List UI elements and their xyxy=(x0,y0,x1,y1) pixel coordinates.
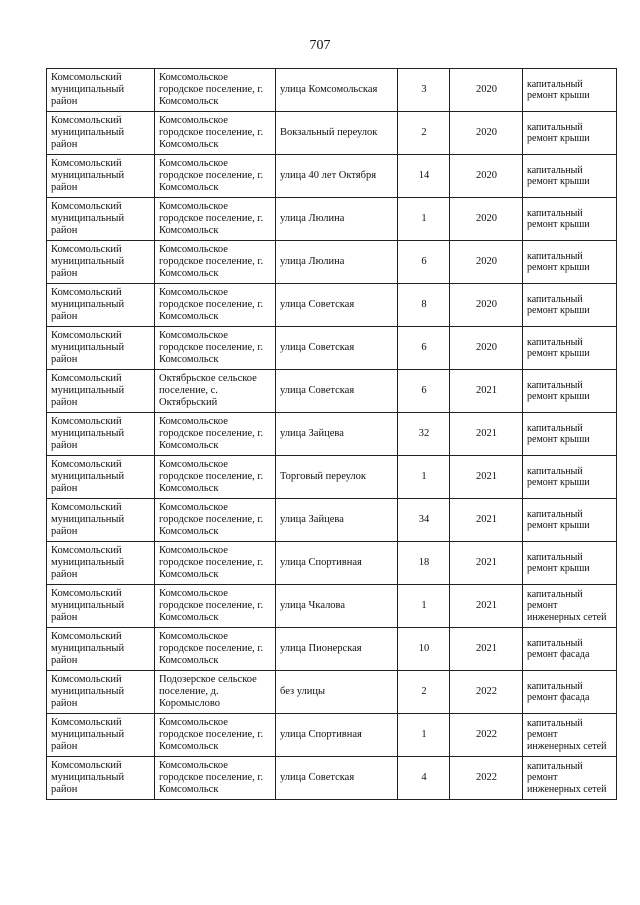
year-text: 2021 xyxy=(476,514,497,525)
work-text: капитальный ремонт крыши xyxy=(527,551,590,574)
house-text: 8 xyxy=(421,299,427,310)
street-cell xyxy=(276,714,398,757)
house-text: 14 xyxy=(418,170,430,181)
district-text: Комсомольский муниципальный район xyxy=(51,72,125,107)
house-text: 32 xyxy=(418,428,430,439)
year-cell xyxy=(450,671,523,714)
settlement-cell xyxy=(155,112,276,155)
settlement-cell xyxy=(155,413,276,456)
district-text: Комсомольский муниципальный район xyxy=(51,287,125,322)
house-text: 6 xyxy=(421,256,427,267)
work-type-cell xyxy=(523,155,617,198)
settlement-text: Комсомольское городское поселение, г. Комсомольск xyxy=(159,545,264,580)
district-text: Комсомольский муниципальный район xyxy=(51,588,125,623)
year-cell xyxy=(450,542,523,585)
district-text: Комсомольский муниципальный район xyxy=(51,674,125,709)
district-cell xyxy=(47,327,155,370)
table-row xyxy=(47,241,617,284)
street-text: улица Спортивная xyxy=(280,557,362,568)
settlement-text: Комсомольское городское поселение, г. Комсомольск xyxy=(159,416,264,451)
settlement-cell xyxy=(155,714,276,757)
year-cell xyxy=(450,714,523,757)
work-text: капитальный ремонт крыши xyxy=(527,121,590,144)
street-cell xyxy=(276,198,398,241)
street-cell xyxy=(276,542,398,585)
year-cell xyxy=(450,327,523,370)
table-row xyxy=(47,69,617,112)
house-text: 2 xyxy=(421,686,427,697)
house-number-cell xyxy=(398,155,450,198)
work-text: капитальный ремонт крыши xyxy=(527,78,590,101)
district-cell xyxy=(47,370,155,413)
district-text: Комсомольский муниципальный район xyxy=(51,158,125,193)
year-cell xyxy=(450,198,523,241)
settlement-text: Комсомольское городское поселение, г. Комсомольск xyxy=(159,631,264,666)
settlement-text: Октябрьское сельское поселение, с. Октябрьский xyxy=(159,373,257,408)
work-text: капитальный ремонт инженерных сетей xyxy=(527,717,607,752)
settlement-text: Комсомольское городское поселение, г. Комсомольск xyxy=(159,287,264,322)
street-cell xyxy=(276,69,398,112)
street-cell xyxy=(276,628,398,671)
house-number-cell xyxy=(398,69,450,112)
settlement-cell xyxy=(155,370,276,413)
work-text: капитальный ремонт инженерных сетей xyxy=(527,760,607,795)
street-text: улица Зайцева xyxy=(280,428,344,439)
work-type-cell xyxy=(523,542,617,585)
year-text: 2021 xyxy=(476,471,497,482)
district-cell xyxy=(47,628,155,671)
table-row xyxy=(47,456,617,499)
work-type-cell xyxy=(523,499,617,542)
settlement-cell xyxy=(155,155,276,198)
work-type-cell xyxy=(523,456,617,499)
work-type-cell xyxy=(523,585,617,628)
year-text: 2021 xyxy=(476,385,497,396)
street-text: улица Зайцева xyxy=(280,514,344,525)
year-cell xyxy=(450,413,523,456)
house-number-cell xyxy=(398,241,450,284)
district-cell xyxy=(47,671,155,714)
settlement-cell xyxy=(155,628,276,671)
house-number-cell xyxy=(398,284,450,327)
work-text: капитальный ремонт крыши xyxy=(527,336,590,359)
work-text: капитальный ремонт крыши xyxy=(527,422,590,445)
district-cell xyxy=(47,112,155,155)
street-text: улица Советская xyxy=(280,385,355,396)
work-type-cell xyxy=(523,757,617,800)
house-number-cell xyxy=(398,413,450,456)
settlement-cell xyxy=(155,284,276,327)
work-text: капитальный ремонт фасада xyxy=(527,680,590,703)
street-cell xyxy=(276,671,398,714)
year-text: 2022 xyxy=(476,772,497,783)
street-cell xyxy=(276,370,398,413)
work-text: капитальный ремонт крыши xyxy=(527,465,590,488)
street-cell xyxy=(276,284,398,327)
district-cell xyxy=(47,499,155,542)
table-row xyxy=(47,327,617,370)
year-text: 2020 xyxy=(476,342,497,353)
table-row xyxy=(47,628,617,671)
work-text: капитальный ремонт инженерных сетей xyxy=(527,588,607,623)
house-number-cell xyxy=(398,671,450,714)
work-text: капитальный ремонт крыши xyxy=(527,293,590,316)
house-number-cell xyxy=(398,370,450,413)
house-number-cell xyxy=(398,198,450,241)
district-text: Комсомольский муниципальный район xyxy=(51,330,125,365)
district-cell xyxy=(47,284,155,327)
settlement-cell xyxy=(155,198,276,241)
work-type-cell xyxy=(523,327,617,370)
street-text: улица 40 лет Октября xyxy=(280,170,377,181)
work-type-cell xyxy=(523,198,617,241)
settlement-cell xyxy=(155,757,276,800)
table-row xyxy=(47,714,617,757)
table-row xyxy=(47,284,617,327)
work-text: капитальный ремонт крыши xyxy=(527,164,590,187)
settlement-text: Комсомольское городское поселение, г. Комсомольск xyxy=(159,760,264,795)
house-number-cell xyxy=(398,585,450,628)
work-type-cell xyxy=(523,112,617,155)
year-text: 2021 xyxy=(476,428,497,439)
house-text: 34 xyxy=(418,514,430,525)
district-text: Комсомольский муниципальный район xyxy=(51,545,125,580)
work-text: капитальный ремонт крыши xyxy=(527,508,590,531)
settlement-text: Подозерское сельское поселение, д. Коромыслово xyxy=(159,674,257,709)
street-cell xyxy=(276,112,398,155)
year-text: 2021 xyxy=(476,643,497,654)
street-cell xyxy=(276,757,398,800)
year-cell xyxy=(450,112,523,155)
district-text: Комсомольский муниципальный район xyxy=(51,115,125,150)
district-text: Комсомольский муниципальный район xyxy=(51,760,125,795)
work-type-cell xyxy=(523,671,617,714)
street-text: улица Чкалова xyxy=(280,600,346,611)
house-text: 2 xyxy=(421,127,427,138)
house-number-cell xyxy=(398,628,450,671)
house-number-cell xyxy=(398,714,450,757)
year-cell xyxy=(450,69,523,112)
district-cell xyxy=(47,198,155,241)
house-number-cell xyxy=(398,112,450,155)
table-row xyxy=(47,499,617,542)
year-text: 2021 xyxy=(476,600,497,611)
house-text: 6 xyxy=(421,342,427,353)
year-text: 2020 xyxy=(476,127,497,138)
house-number-cell xyxy=(398,757,450,800)
house-text: 1 xyxy=(421,471,427,482)
work-text: капитальный ремонт крыши xyxy=(527,250,590,273)
work-type-cell xyxy=(523,370,617,413)
settlement-text: Комсомольское городское поселение, г. Комсомольск xyxy=(159,72,264,107)
work-type-cell xyxy=(523,69,617,112)
year-cell xyxy=(450,585,523,628)
settlement-cell xyxy=(155,585,276,628)
house-text: 1 xyxy=(421,729,427,740)
table-row xyxy=(47,198,617,241)
year-cell xyxy=(450,370,523,413)
work-type-cell xyxy=(523,241,617,284)
work-text: капитальный ремонт крыши xyxy=(527,379,590,402)
work-text: капитальный ремонт крыши xyxy=(527,207,590,230)
house-text: 1 xyxy=(421,213,427,224)
repair-schedule-table xyxy=(46,68,617,800)
settlement-cell xyxy=(155,671,276,714)
work-text: капитальный ремонт фасада xyxy=(527,637,590,660)
house-number-cell xyxy=(398,542,450,585)
house-text: 1 xyxy=(421,600,427,611)
district-text: Комсомольский муниципальный район xyxy=(51,717,125,752)
street-text: улица Комсомольская xyxy=(280,84,378,95)
year-cell xyxy=(450,628,523,671)
work-type-cell xyxy=(523,413,617,456)
district-cell xyxy=(47,413,155,456)
work-type-cell xyxy=(523,284,617,327)
settlement-text: Комсомольское городское поселение, г. Комсомольск xyxy=(159,588,264,623)
year-text: 2020 xyxy=(476,299,497,310)
settlement-text: Комсомольское городское поселение, г. Комсомольск xyxy=(159,717,264,752)
table-body xyxy=(47,69,617,800)
street-text: Вокзальный переулок xyxy=(280,127,378,138)
house-text: 3 xyxy=(421,84,427,95)
year-cell xyxy=(450,456,523,499)
settlement-text: Комсомольское городское поселение, г. Комсомольск xyxy=(159,502,264,537)
street-cell xyxy=(276,241,398,284)
house-number-cell xyxy=(398,499,450,542)
house-number-cell xyxy=(398,456,450,499)
district-cell xyxy=(47,757,155,800)
street-cell xyxy=(276,155,398,198)
year-cell xyxy=(450,155,523,198)
table-row xyxy=(47,671,617,714)
street-cell xyxy=(276,499,398,542)
street-text: Торговый переулок xyxy=(280,471,366,482)
year-text: 2022 xyxy=(476,729,497,740)
table-row xyxy=(47,155,617,198)
year-cell xyxy=(450,241,523,284)
street-text: улица Советская xyxy=(280,772,355,783)
district-cell xyxy=(47,69,155,112)
street-text: улица Люлина xyxy=(280,256,345,267)
settlement-cell xyxy=(155,542,276,585)
year-text: 2021 xyxy=(476,557,497,568)
table-row xyxy=(47,757,617,800)
settlement-text: Комсомольское городское поселение, г. Комсомольск xyxy=(159,115,264,150)
settlement-cell xyxy=(155,456,276,499)
settlement-cell xyxy=(155,499,276,542)
district-cell xyxy=(47,714,155,757)
table-row xyxy=(47,585,617,628)
settlement-text: Комсомольское городское поселение, г. Комсомольск xyxy=(159,330,264,365)
district-cell xyxy=(47,456,155,499)
street-text: без улицы xyxy=(280,686,326,697)
district-cell xyxy=(47,542,155,585)
year-text: 2020 xyxy=(476,213,497,224)
street-text: улица Люлина xyxy=(280,213,345,224)
settlement-text: Комсомольское городское поселение, г. Комсомольск xyxy=(159,244,264,279)
house-text: 10 xyxy=(418,643,430,654)
settlement-text: Комсомольское городское поселение, г. Комсомольск xyxy=(159,158,264,193)
table-row xyxy=(47,112,617,155)
house-text: 18 xyxy=(418,557,430,568)
district-text: Комсомольский муниципальный район xyxy=(51,244,125,279)
district-text: Комсомольский муниципальный район xyxy=(51,201,125,236)
year-text: 2020 xyxy=(476,256,497,267)
year-cell xyxy=(450,284,523,327)
district-text: Комсомольский муниципальный район xyxy=(51,631,125,666)
year-cell xyxy=(450,499,523,542)
street-cell xyxy=(276,327,398,370)
table-row xyxy=(47,542,617,585)
work-type-cell xyxy=(523,714,617,757)
street-cell xyxy=(276,456,398,499)
settlement-cell xyxy=(155,69,276,112)
street-cell xyxy=(276,585,398,628)
house-text: 4 xyxy=(421,772,427,783)
page-number: 707 xyxy=(309,38,331,53)
district-text: Комсомольский муниципальный район xyxy=(51,373,125,408)
year-text: 2022 xyxy=(476,686,497,697)
street-text: улица Спортивная xyxy=(280,729,362,740)
table-row xyxy=(47,413,617,456)
settlement-text: Комсомольское городское поселение, г. Комсомольск xyxy=(159,459,264,494)
district-cell xyxy=(47,585,155,628)
street-text: улица Советская xyxy=(280,342,355,353)
year-text: 2020 xyxy=(476,170,497,181)
table-row xyxy=(47,370,617,413)
settlement-cell xyxy=(155,327,276,370)
year-cell xyxy=(450,757,523,800)
house-text: 6 xyxy=(421,385,427,396)
street-text: улица Советская xyxy=(280,299,355,310)
year-text: 2020 xyxy=(476,84,497,95)
district-text: Комсомольский муниципальный район xyxy=(51,502,125,537)
house-number-cell xyxy=(398,327,450,370)
street-cell xyxy=(276,413,398,456)
district-text: Комсомольский муниципальный район xyxy=(51,416,125,451)
settlement-cell xyxy=(155,241,276,284)
work-type-cell xyxy=(523,628,617,671)
district-cell xyxy=(47,155,155,198)
settlement-text: Комсомольское городское поселение, г. Комсомольск xyxy=(159,201,264,236)
district-text: Комсомольский муниципальный район xyxy=(51,459,125,494)
street-text: улица Пионерская xyxy=(280,643,362,654)
district-cell xyxy=(47,241,155,284)
